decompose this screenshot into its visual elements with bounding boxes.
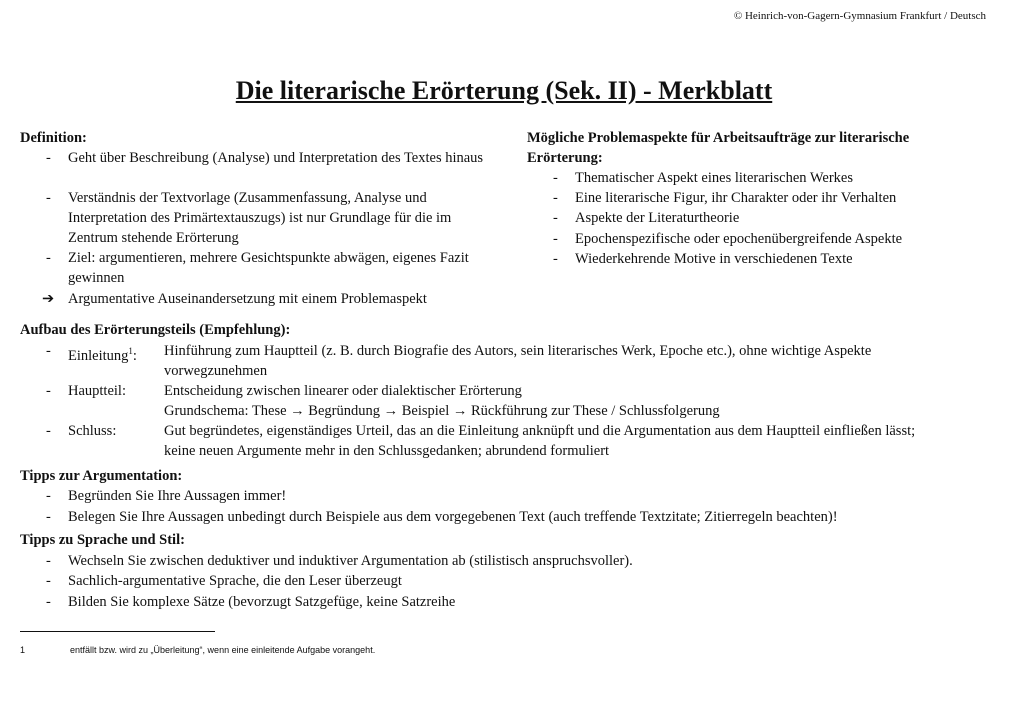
dash: - <box>553 210 558 226</box>
footnote-ref[interactable]: 1 <box>128 346 133 356</box>
item-text: Eine literarische Figur, ihr Charakter oder ihr Verhalten <box>575 190 897 206</box>
list-item <box>46 551 633 571</box>
list-item <box>46 592 456 612</box>
item-text: Begründen Sie Ihre Aussagen immer! <box>68 488 287 504</box>
list-item <box>46 248 488 288</box>
row-text: vorwegzunehmen <box>164 363 268 379</box>
dash: - <box>553 231 558 247</box>
aufbau-label <box>46 421 117 441</box>
item-text: Epochenspezifische oder epochenübergreifende Aspekte <box>575 231 903 247</box>
dash: - <box>46 150 51 166</box>
aspects-heading: Mögliche Problemaspekte für Arbeitsaufträge zur literarische Erörterung: <box>527 130 910 166</box>
row-text: Gut begründetes, eigenständiges Urteil, das an die Einleitung anknüpft und die Argumentation aus dem Hauptteil einfließen lässt; <box>164 423 916 439</box>
footnote-number: 1 <box>20 645 26 655</box>
dash: - <box>46 250 51 266</box>
page-title: Die literarische Erörterung (Sek. II) - Merkblatt <box>235 76 773 105</box>
item-text: Thematischer Aspekt eines literarischen Werkes <box>575 170 853 186</box>
row-text: Grundschema: These → Begründung → Beispiel → Rückführung zur These / Schlussfolgerung <box>164 403 720 419</box>
row-text: Hinführung zum Hauptteil (z. B. durch Biografie des Autors, sein literarisches Werk, Epoche etc.), ohne wichtige Aspekte <box>164 343 872 359</box>
label-suffix: : <box>132 347 137 364</box>
list-item <box>553 249 853 269</box>
page-header: © Heinrich-von-Gagern-Gymnasium Frankfurt / Deutsch <box>733 10 986 22</box>
item-text: Bilden Sie komplexe Sätze (bevorzugt Satzgefüge, keine Satzreihe <box>68 594 456 610</box>
dash: - <box>46 343 51 359</box>
dash: - <box>46 488 51 504</box>
list-item <box>46 148 498 168</box>
tipps-stil-heading: Tipps zu Sprache und Stil: <box>20 532 185 548</box>
conclusion-item <box>42 289 427 309</box>
label-text: Hauptteil: <box>68 383 126 399</box>
dash: - <box>46 553 51 569</box>
dash: - <box>46 190 51 206</box>
list-item <box>46 571 402 591</box>
list-item <box>553 208 740 228</box>
item-text: Belegen Sie Ihre Aussagen unbedingt durch Beispiele aus dem vorgegebenen Text (auch treffende Textzitate; Zitierregeln beachten)! <box>68 509 838 525</box>
dash: - <box>46 573 51 589</box>
dash: - <box>46 509 51 525</box>
dash: - <box>46 383 51 399</box>
item-text: Sachlich-argumentative Sprache, die den Leser überzeugt <box>68 573 402 589</box>
list-item <box>553 229 903 249</box>
footnote-separator <box>20 631 215 632</box>
aufbau-heading: Aufbau des Erörterungsteils (Empfehlung): <box>20 322 291 338</box>
dash: - <box>46 594 51 610</box>
dash: - <box>553 251 558 267</box>
list-item <box>553 168 853 188</box>
item-text: Wechseln Sie zwischen deduktiver und induktiver Argumentation ab (stilistisch anspruchsvoller). <box>68 553 633 569</box>
row-text: Entscheidung zwischen linearer oder dialektischer Erörterung <box>164 383 522 399</box>
label-text: Schluss: <box>68 423 117 439</box>
arrow-icon: ➔ <box>42 291 55 307</box>
item-text: Verständnis der Textvorlage (Zusammenfassung, Analyse und Interpretation des Primärtextauszugs) ist nur Grundlage für die im Zentrum stehende Erörterung <box>68 190 452 246</box>
item-text: Ziel: argumentieren, mehrere Gesichtspunkte abwägen, eigenes Fazit gewinnen <box>68 250 469 286</box>
list-item <box>46 507 838 527</box>
item-text: Geht über Beschreibung (Analyse) und Interpretation des Textes hinaus <box>68 150 484 166</box>
tipps-arg-heading: Tipps zur Argumentation: <box>20 468 183 484</box>
list-item <box>46 486 287 506</box>
dash: - <box>553 170 558 186</box>
item-text: Aspekte der Literaturtheorie <box>575 210 740 226</box>
dash: - <box>553 190 558 206</box>
label-text: Einleitung <box>68 347 129 364</box>
dash: - <box>46 423 51 439</box>
aufbau-label <box>46 381 126 401</box>
row-text: keine neuen Argumente mehr in den Schlussgedanken; abrundend formuliert <box>164 443 610 459</box>
list-item <box>46 188 488 248</box>
footnote-text: entfällt bzw. wird zu „Überleitung“, wenn eine einleitende Aufgabe vorangeht. <box>70 645 376 655</box>
list-item <box>553 188 897 208</box>
item-text: Wiederkehrende Motive in verschiedenen Texte <box>575 251 853 267</box>
item-text: Argumentative Auseinandersetzung mit einem Problemaspekt <box>68 291 427 307</box>
aufbau-label <box>46 341 137 366</box>
definition-heading: Definition: <box>20 130 87 146</box>
